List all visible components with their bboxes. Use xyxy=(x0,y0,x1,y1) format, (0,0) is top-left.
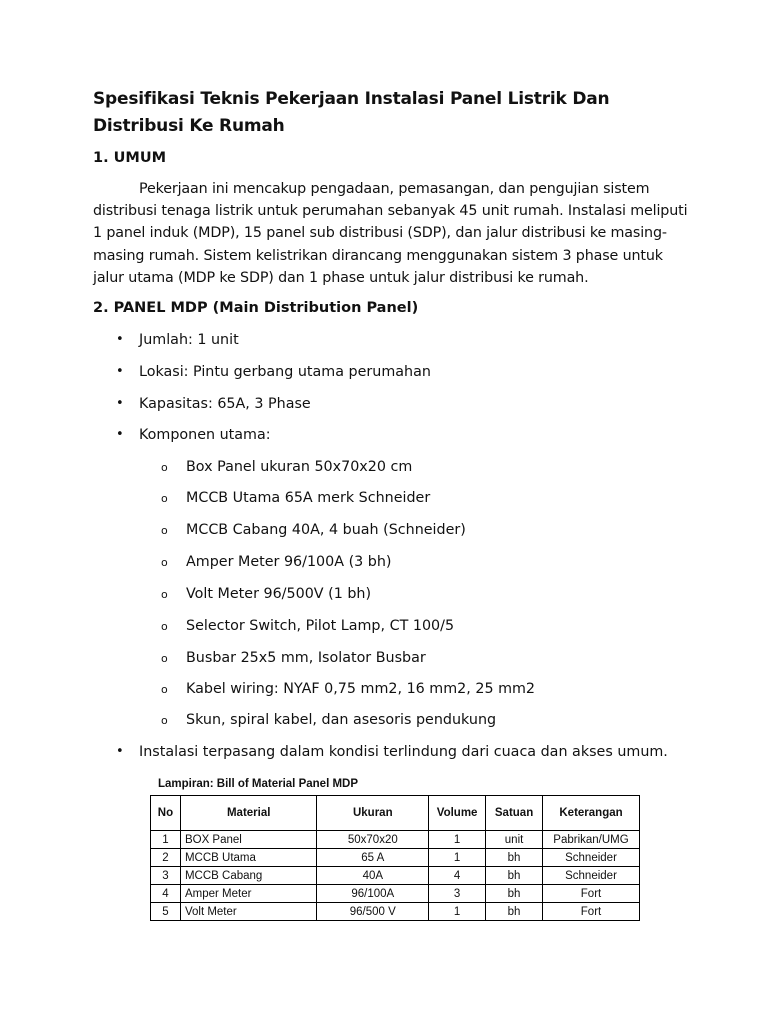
cell-no: 5 xyxy=(151,903,181,921)
section-umum-paragraph: Pekerjaan ini mencakup pengadaan, pemasangan, dan pengujian sistem distribusi tenaga listrik untuk perumahan sebanyak 45 unit rumah. Instalasi meliputi 1 panel induk (MDP), 15 panel sub distribusi (SDP), dan jalur distribusi ke masing-masing rumah. Sistem kelistrikan dirancang menggunakan sistem 3 phase untuk jalur utama (MDP ke SDP) dan 1 phase untuk jalur distribusi ke rumah. xyxy=(93,181,688,286)
header-ukuran: Ukuran xyxy=(317,796,429,831)
cell-volume: 4 xyxy=(429,867,486,885)
cell-keterangan: Schneider xyxy=(543,849,640,867)
component-item: o Box Panel ukuran 50x70x20 cm xyxy=(186,459,412,475)
cell-keterangan: Fort xyxy=(543,885,640,903)
bullet-kapasitas: • Kapasitas: 65A, 3 Phase xyxy=(139,396,311,412)
header-material: Material xyxy=(180,796,317,831)
component-item: o MCCB Cabang 40A, 4 buah (Schneider) xyxy=(186,522,466,538)
table-row xyxy=(151,903,640,921)
table-row xyxy=(151,849,640,867)
component-item: o Skun, spiral kabel, dan asesoris pendukung xyxy=(186,712,496,728)
table-row xyxy=(151,885,640,903)
component-item: o Amper Meter 96/100A (3 bh) xyxy=(186,554,392,570)
cell-volume: 3 xyxy=(429,885,486,903)
bom-table xyxy=(150,795,640,921)
bullet-jumlah: • Jumlah: 1 unit xyxy=(139,332,239,348)
cell-material: MCCB Utama xyxy=(180,849,317,867)
cell-no: 4 xyxy=(151,885,181,903)
cell-satuan: bh xyxy=(486,849,543,867)
cell-keterangan: Pabrikan/UMG xyxy=(543,831,640,849)
bom-header-row xyxy=(151,796,640,831)
cell-material: MCCB Cabang xyxy=(180,867,317,885)
cell-material: BOX Panel xyxy=(180,831,317,849)
cell-keterangan: Fort xyxy=(543,903,640,921)
cell-ukuran: 50x70x20 xyxy=(317,831,429,849)
cell-satuan: bh xyxy=(486,903,543,921)
table-row xyxy=(151,831,640,849)
table-row xyxy=(151,867,640,885)
header-volume: Volume xyxy=(429,796,486,831)
cell-ukuran: 40A xyxy=(317,867,429,885)
cell-no: 3 xyxy=(151,867,181,885)
header-keterangan: Keterangan xyxy=(543,796,640,831)
section-heading-umum: 1. UMUM xyxy=(93,150,167,166)
component-item: o Kabel wiring: NYAF 0,75 mm2, 16 mm2, 25 mm2 xyxy=(186,681,535,697)
section-heading-panel-mdp: 2. PANEL MDP (Main Distribution Panel) xyxy=(93,300,419,316)
cell-material: Volt Meter xyxy=(180,903,317,921)
cell-volume: 1 xyxy=(429,831,486,849)
bullet-komponen-utama: • Komponen utama: xyxy=(139,427,271,443)
bullet-lokasi: • Lokasi: Pintu gerbang utama perumahan xyxy=(139,364,431,380)
header-no: No xyxy=(151,796,181,831)
cell-ukuran: 96/500 V xyxy=(317,903,429,921)
component-item: o Selector Switch, Pilot Lamp, CT 100/5 xyxy=(186,618,454,634)
header-satuan: Satuan xyxy=(486,796,543,831)
cell-ukuran: 65 A xyxy=(317,849,429,867)
component-item: o Volt Meter 96/500V (1 bh) xyxy=(186,586,371,602)
cell-material: Amper Meter xyxy=(180,885,317,903)
component-item: o MCCB Utama 65A merk Schneider xyxy=(186,490,430,506)
cell-volume: 1 xyxy=(429,849,486,867)
component-item: o Busbar 25x5 mm, Isolator Busbar xyxy=(186,650,426,666)
bullet-instalasi: • Instalasi terpasang dalam kondisi terlindung dari cuaca dan akses umum. xyxy=(139,744,668,760)
cell-keterangan: Schneider xyxy=(543,867,640,885)
cell-satuan: bh xyxy=(486,867,543,885)
cell-volume: 1 xyxy=(429,903,486,921)
bom-caption: Lampiran: Bill of Material Panel MDP xyxy=(158,778,359,790)
document-title: Spesifikasi Teknis Pekerjaan Instalasi Panel Listrik Dan Distribusi Ke Rumah xyxy=(93,89,610,136)
cell-no: 2 xyxy=(151,849,181,867)
cell-ukuran: 96/100A xyxy=(317,885,429,903)
cell-no: 1 xyxy=(151,831,181,849)
cell-satuan: bh xyxy=(486,885,543,903)
cell-satuan: unit xyxy=(486,831,543,849)
